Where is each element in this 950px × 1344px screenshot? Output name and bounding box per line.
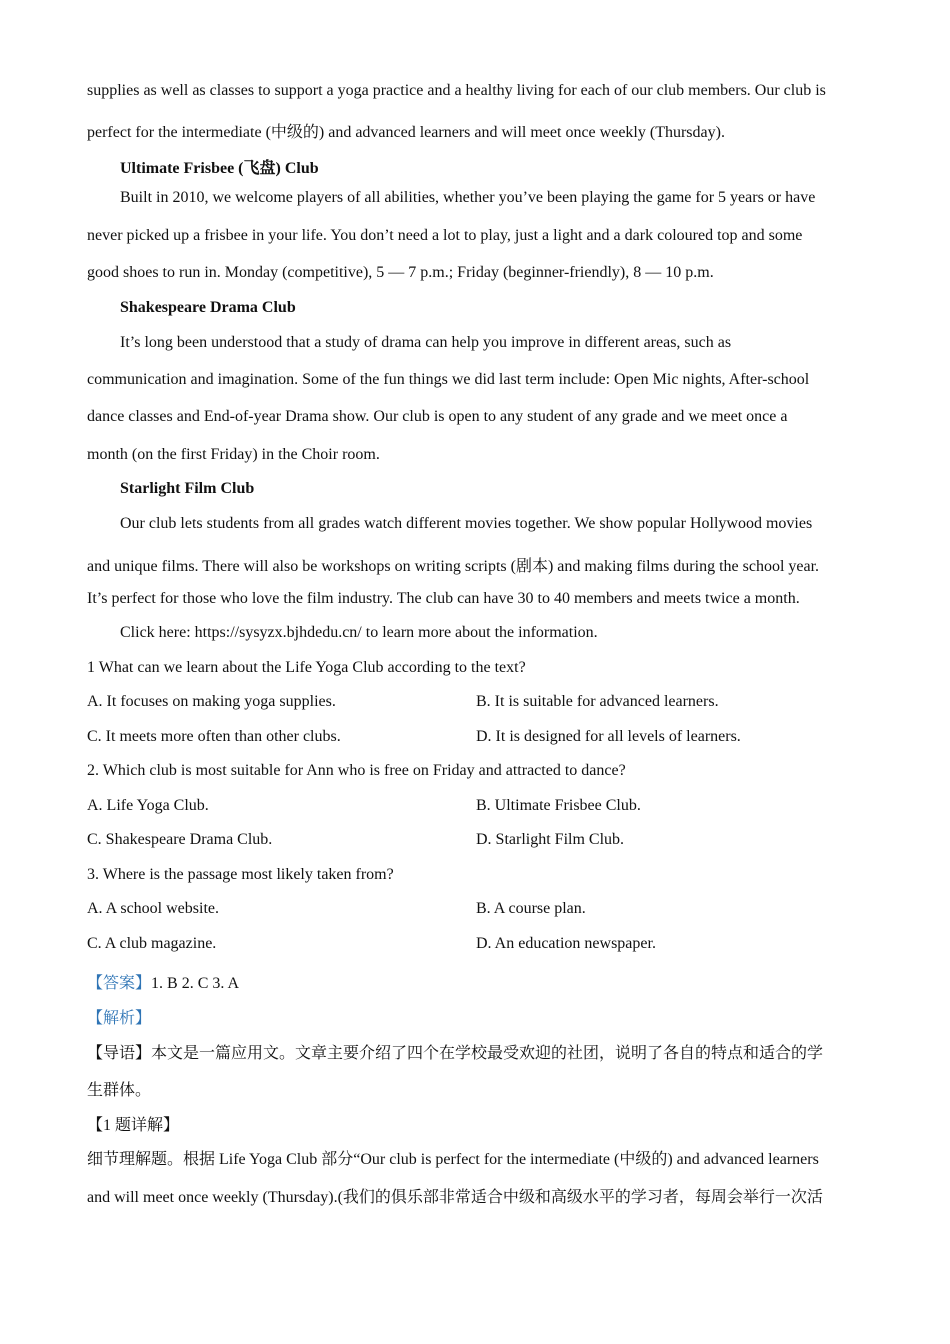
frisbee-text-line: Built in 2010, we welcome players of all abilities, whether you’ve been playing the game for 5 years or have [120, 189, 816, 206]
frisbee-text-line: never picked up a frisbee in your life. You don’t need a lot to play, just a light and a dark coloured top and some [87, 227, 803, 244]
q1-detail-label: 【1 题详解】 [87, 1117, 180, 1134]
drama-text-line: It’s long been understood that a study of drama can help you improve in different areas, such as [120, 334, 732, 351]
film-club-title: Starlight Film Club [120, 480, 255, 497]
guide-text-line: 【导语】本文是一篇应用文。文章主要介绍了四个在学校最受欢迎的社团，说明了各自的特点和适合的学 [87, 1045, 824, 1062]
frisbee-club-title: Ultimate Frisbee (飞盘) Club [120, 160, 319, 177]
drama-text-line: communication and imagination. Some of the fun things we did last term include: Open Mic nights, After-school [87, 371, 810, 388]
option-a: A. It focuses on making yoga supplies. [87, 693, 336, 710]
q1-detail-line: and will meet once weekly (Thursday).(我们的俱乐部非常适合中级和高级水平的学习者，每周会举行一次活 [87, 1189, 823, 1206]
answer-line [87, 970, 239, 993]
question-stem: 1 What can we learn about the Life Yoga Club according to the text? [87, 659, 526, 676]
film-text-line: and unique films. There will also be workshops on writing scripts (剧本) and making films during the school year. [87, 558, 820, 575]
option-b: B. Ultimate Frisbee Club. [476, 797, 641, 814]
answer-text: 1. B 2. C 3. A [151, 975, 240, 992]
option-d: D. Starlight Film Club. [476, 831, 625, 848]
yoga-text-line: perfect for the intermediate (中级的) and advanced learners and will meet once weekly (Thursday). [87, 124, 725, 141]
click-here-line: Click here: https://sysyzx.bjhdedu.cn/ to learn more about the information. [120, 624, 598, 641]
guide-text-line: 生群体。 [87, 1082, 152, 1099]
drama-text-line: dance classes and End-of-year Drama show. Our club is open to any student of any grade and we meet once a [87, 408, 788, 425]
option-c: C. Shakespeare Drama Club. [87, 831, 273, 848]
drama-club-title: Shakespeare Drama Club [120, 299, 296, 316]
option-a: A. Life Yoga Club. [87, 797, 209, 814]
film-text-line: It’s perfect for those who love the film industry. The club can have 30 to 40 members and meets twice a month. [87, 590, 800, 607]
answer-label: 【答案】 [87, 975, 152, 992]
drama-text-line: month (on the first Friday) in the Choir room. [87, 446, 380, 463]
option-b: B. A course plan. [476, 900, 586, 917]
option-c: C. A club magazine. [87, 935, 217, 952]
film-text-line: Our club lets students from all grades watch different movies together. We show popular Hollywood movies [120, 515, 813, 532]
option-d: D. It is designed for all levels of learners. [476, 728, 741, 745]
question-stem: 3. Where is the passage most likely taken from? [87, 866, 394, 883]
option-c: C. It meets more often than other clubs. [87, 728, 341, 745]
analysis-label: 【解析】 [87, 1010, 152, 1027]
frisbee-text-line: good shoes to run in. Monday (competitive), 5 — 7 p.m.; Friday (beginner-friendly), 8 — 10 p.m. [87, 264, 714, 281]
question-stem: 2. Which club is most suitable for Ann who is free on Friday and attracted to dance? [87, 762, 626, 779]
option-a: A. A school website. [87, 900, 219, 917]
q1-detail-line: 细节理解题。根据 Life Yoga Club 部分“Our club is perfect for the intermediate (中级的) and advanced learners [87, 1151, 819, 1168]
option-b: B. It is suitable for advanced learners. [476, 693, 719, 710]
option-d: D. An education newspaper. [476, 935, 656, 952]
yoga-text-line: supplies as well as classes to support a yoga practice and a healthy living for each of our club members. Our club is [87, 82, 826, 99]
